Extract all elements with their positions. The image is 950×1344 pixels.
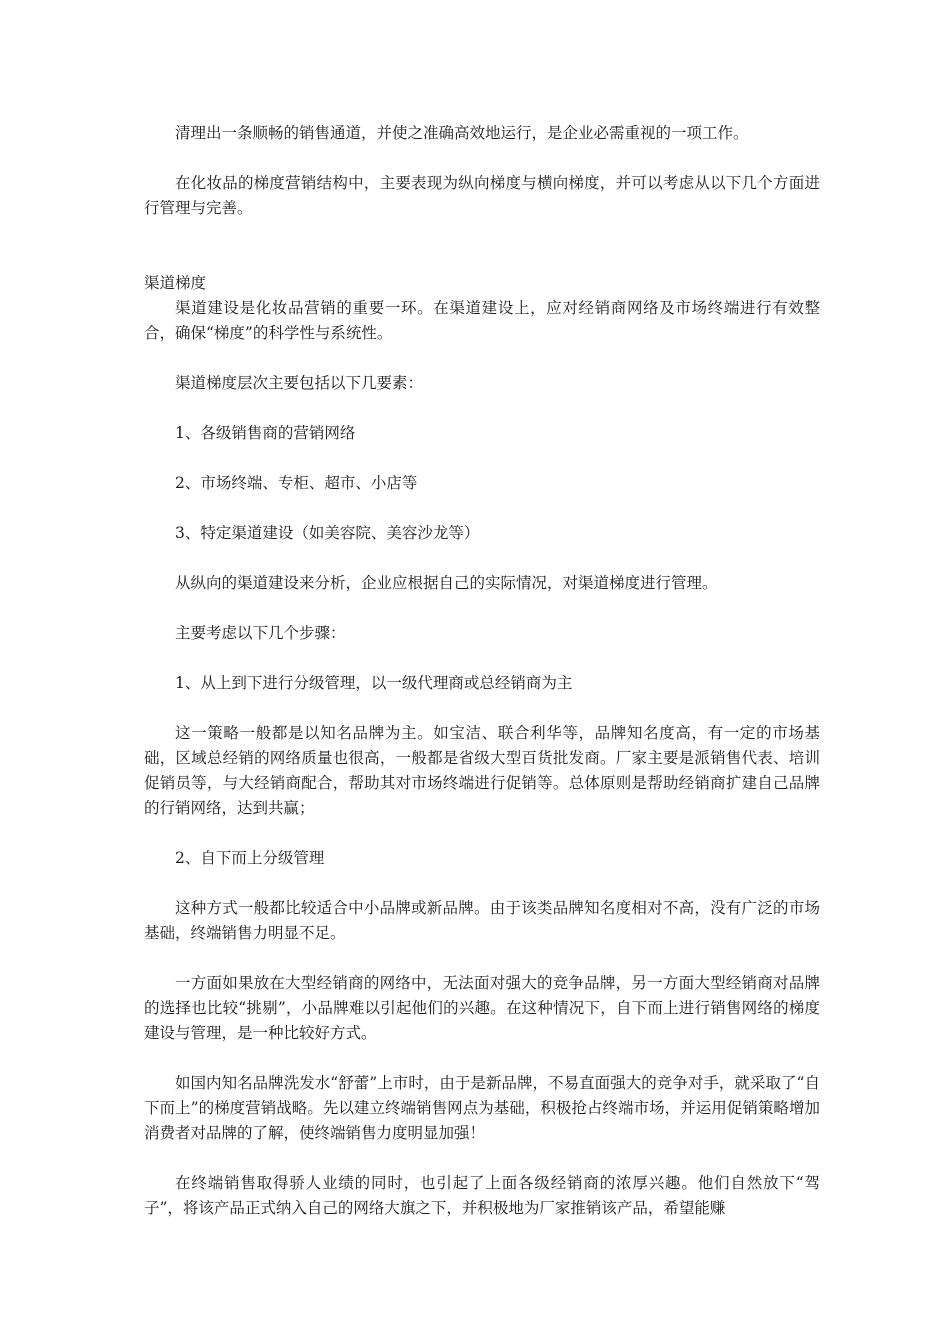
paragraph: 主要考虑以下几个步骤：: [175, 624, 346, 642]
paragraph: 清理出一条顺畅的销售通道，并使之准确高效地运行，是企业必需重视的一项工作。: [175, 124, 749, 142]
section-heading: 渠道梯度: [144, 274, 207, 292]
paragraph: 渠道建设是化妆品营销的重要一环。在渠道建设上，应对经销商网络及市场终端进行有效整合，确保“梯度”的科学性与系统性。: [144, 299, 820, 342]
list-item: 2、市场终端、专柜、超市、小店等: [175, 474, 418, 492]
paragraph: 这种方式一般都比较适合中小品牌或新品牌。由于该类品牌知名度相对不高，没有广泛的市场基础，终端销售力明显不足。: [144, 899, 820, 942]
paragraph: 渠道梯度层次主要包括以下几要素：: [175, 374, 424, 392]
step-heading: 1、从上到下进行分级管理，以一级代理商或总经销商为主: [175, 674, 573, 692]
paragraph: 这一策略一般都是以知名品牌为主。如宝洁、联合利华等，品牌知名度高，有一定的市场基础，区域总经销的网络质量也很高，一般都是省级大型百货批发商。厂家主要是派销售代表、培训促销员等，与大经销商配合，帮助其对市场终端进行促销等。总体原则是帮助经销商扩建自己品牌的行销网络，达到共赢；: [144, 724, 820, 817]
paragraph: 在终端销售取得骄人业绩的同时，也引起了上面各级经销商的浓厚兴趣。他们自然放下“驾子”，将该产品正式纳入自己的网络大旗之下，并积极地为厂家推销该产品，希望能赚: [144, 1174, 820, 1217]
paragraph: 如国内知名品牌洗发水“舒蕾”上市时，由于是新品牌，不易直面强大的竞争对手，就采取了“自下而上”的梯度营销战略。先以建立终端销售网点为基础，积极抢占终端市场，并运用促销策略增加消费者对品牌的了解，使终端销售力度明显加强！: [144, 1074, 820, 1142]
list-item: 1、各级销售商的营销网络: [175, 424, 356, 442]
paragraph: 一方面如果放在大型经销商的网络中，无法面对强大的竞争品牌，另一方面大型经销商对品牌的选择也比较“挑剔”，小品牌难以引起他们的兴趣。在这种情况下，自下而上进行销售网络的梯度建设与管理，是一种比较好方式。: [144, 974, 820, 1042]
step-heading: 2、自下而上分级管理: [175, 849, 325, 867]
paragraph: 从纵向的渠道建设来分析，企业应根据自己的实际情况，对渠道梯度进行管理。: [175, 574, 718, 592]
paragraph: 在化妆品的梯度营销结构中，主要表现为纵向梯度与横向梯度，并可以考虑从以下几个方面进行管理与完善。: [144, 174, 820, 217]
document-body: [144, 121, 820, 1221]
list-item: 3、特定渠道建设（如美容院、美容沙龙等）: [175, 524, 480, 542]
